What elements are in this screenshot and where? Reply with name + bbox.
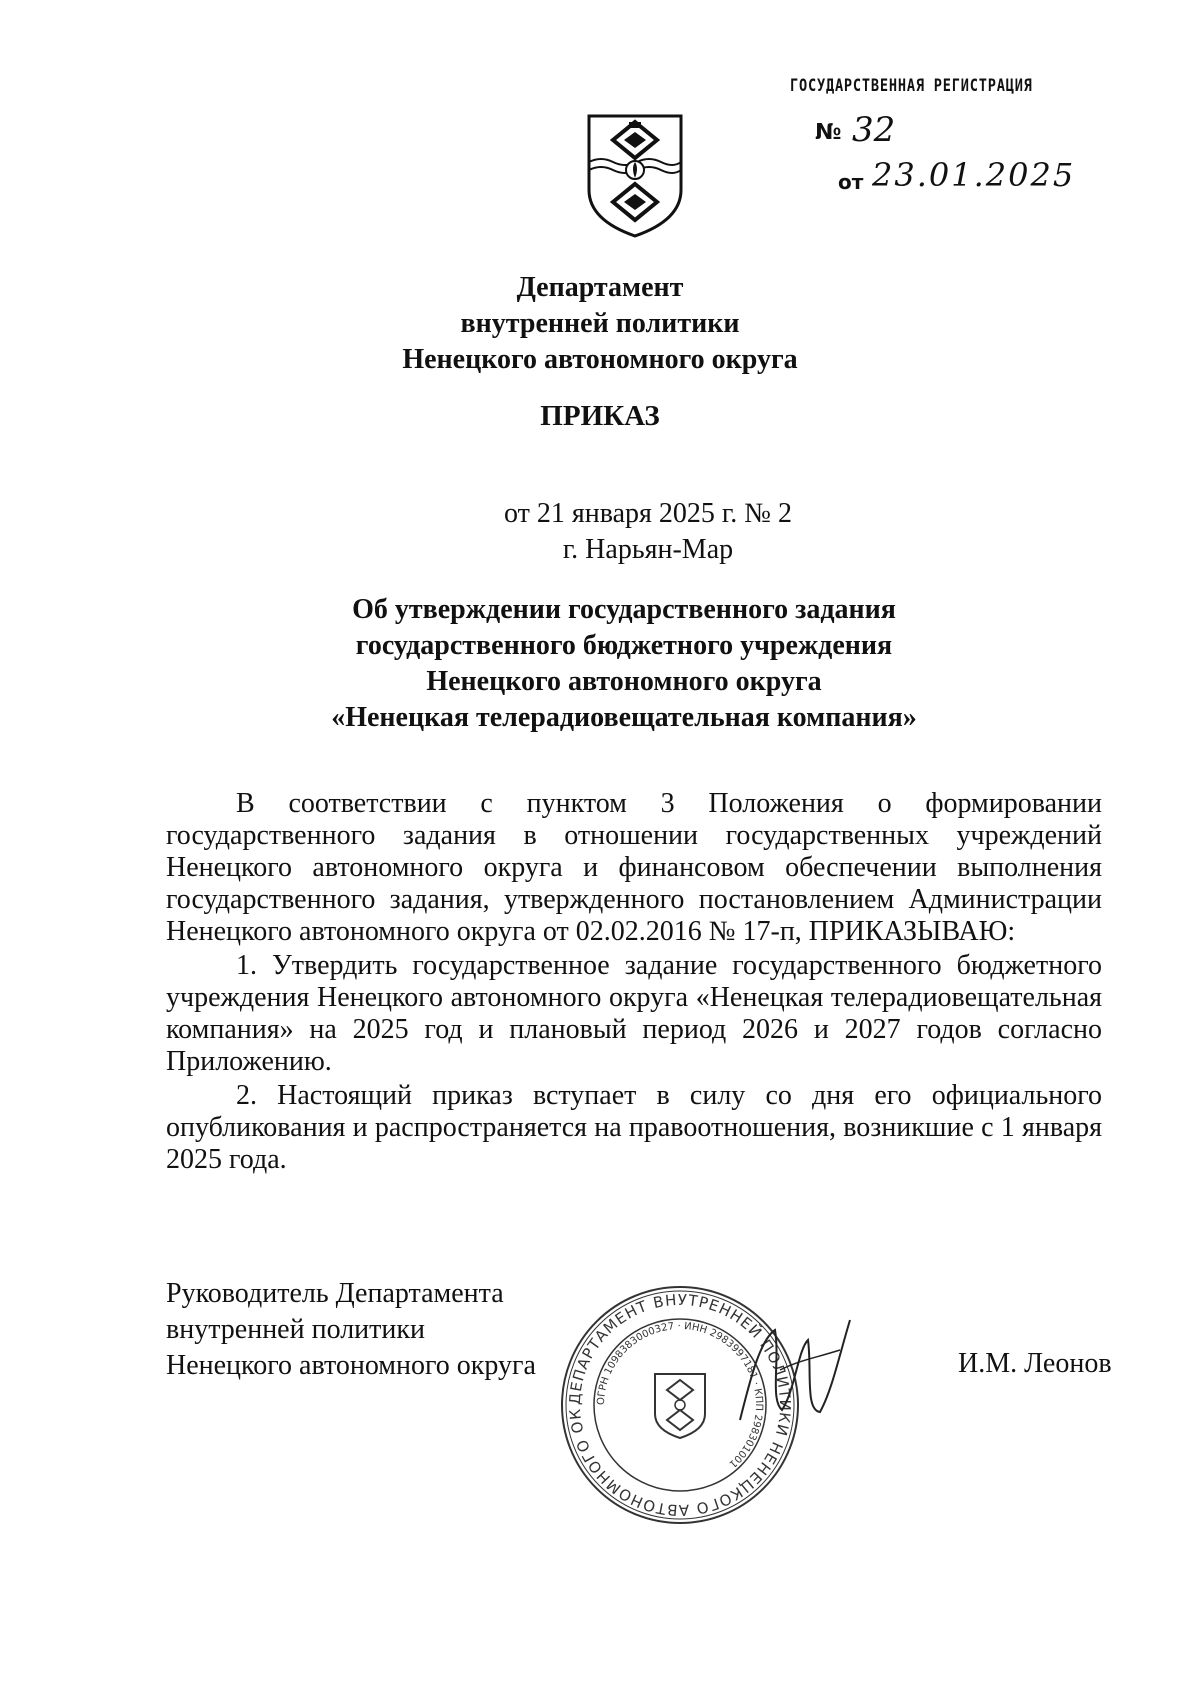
department-header: [0, 270, 1200, 378]
registration-title: ГОСУДАРСТВЕННАЯ РЕГИСТРАЦИЯ: [790, 76, 1033, 96]
order-city: г. Нарьян-Мар: [562, 534, 734, 565]
order-item-2: 2. Настоящий приказ вступает в силу со дня его официального опубликования и распространяется на правоотношения, возникшие с 1 января 2025 года.: [166, 1080, 1102, 1175]
signer-position-line-3: Ненецкого автономного округа: [166, 1350, 536, 1381]
preamble-paragraph: В соответствии с пунктом 3 Положения о формировании государственного задания в отношении государственных учреждений Ненецкого автономного округа и финансовом обеспечении выполнения государственного задания, утвержденного постановлением Администрации Ненецкого автономного округа от 02.02.2016 № 17-п, ПРИКАЗЫВАЮ:: [166, 788, 1102, 947]
order-date-number: от 21 января 2025 г. № 2: [504, 498, 792, 529]
department-line-1: Департамент: [516, 272, 684, 303]
seal-emblem-icon: [655, 1374, 705, 1438]
subject-line-3: Ненецкого автономного округа: [426, 666, 822, 697]
registration-number-label: №: [815, 120, 842, 145]
department-line-3: Ненецкого автономного округа: [402, 344, 798, 375]
signer-name: И.М. Леонов: [958, 1348, 1112, 1379]
registration-date-value: 23.01.2025: [872, 156, 1076, 194]
registration-date-label: от: [838, 170, 864, 194]
order-item-1: 1. Утвердить государственное задание государственного бюджетного учреждения Ненецкого автономного округа «Ненецкая телерадиовещательная компания» на 2025 год и плановый период 2026 и 2027 годов согласно Приложению.: [166, 950, 1102, 1077]
signer-position-line-2: внутренней политики: [166, 1314, 425, 1345]
signer-position-line-1: Руководитель Департамента: [166, 1278, 504, 1309]
order-body: [166, 788, 1102, 1176]
signer-position: [166, 1276, 536, 1384]
department-line-2: внутренней политики: [460, 308, 740, 339]
subject-line-1: Об утверждении государственного задания: [352, 594, 896, 625]
order-subject: [24, 592, 1200, 736]
document-type: ПРИКАЗ: [540, 400, 660, 432]
order-meta: [48, 496, 1200, 568]
registration-number-value: 32: [852, 110, 896, 150]
seal-outer-text: ДЕПАРТАМЕНТ ВНУТРЕННЕЙ ПОЛИТИКИ НЕНЕЦКОГО АВТОНОМНОГО ОК: [565, 1290, 795, 1520]
subject-line-4: «Ненецкая телерадиовещательная компания»: [331, 702, 917, 733]
seal-inner-text: ОГРН 1098383000327 · ИНН 2983997181 · КПП 298301001: [595, 1320, 765, 1470]
coat-of-arms-icon: [585, 112, 685, 240]
registration-stamp: [790, 76, 1120, 206]
subject-line-2: государственного бюджетного учреждения: [355, 630, 893, 661]
handwritten-signature: [720, 1300, 870, 1450]
